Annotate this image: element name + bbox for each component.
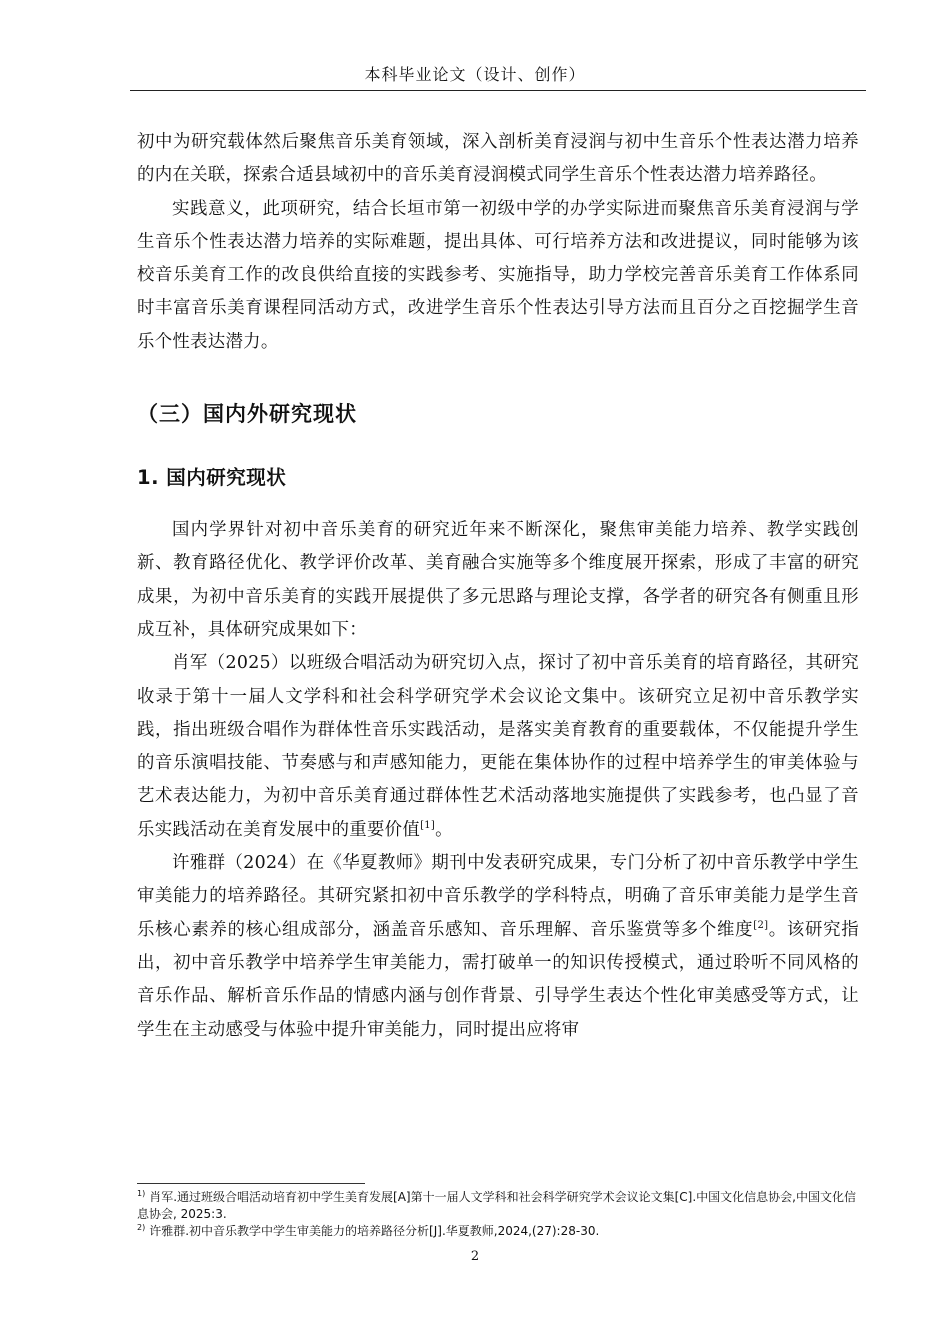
footnote-text: 肖军.通过班级合唱活动培育初中学生美育发展[A]第十一届人文学科和社会科学研究学术会议论文集[C].中国文化信息协会,中国文化信息协会, 2025:3. — [137, 1190, 856, 1221]
page-number: 2 — [470, 1249, 480, 1264]
section-heading: （三）国内外研究现状 — [137, 402, 357, 427]
header-divider — [130, 90, 866, 91]
body-paragraph — [137, 647, 859, 847]
footnote-text: 许雅群.初中音乐教学中学生审美能力的培养路径分析[J].华夏教师,2024,(27):28-30. — [149, 1224, 600, 1238]
footnote-mark: 1) — [137, 1189, 146, 1198]
body-paragraph — [137, 847, 859, 1047]
footnote-mark: 2) — [137, 1223, 146, 1232]
running-header: 本科毕业论文（设计、创作） — [364, 65, 586, 84]
footnote — [137, 1189, 859, 1223]
paragraph-text: 许雅群（2024）在《华夏教师》期刊中发表研究成果，专门分析了初中音乐教学中学生审美能力的培养路径。其研究紧扣初中音乐教学的学科特点，明确了音乐审美能力是学生音乐核心素养的核心组成部分，涵盖音乐感知、音乐理解、音乐鉴赏等多个维度 — [137, 853, 859, 940]
footnotes — [137, 1189, 859, 1240]
citation-ref: [2] — [753, 919, 769, 931]
page-body — [137, 126, 859, 1047]
body-paragraph: 实践意义，此项研究，结合长垣市第一初级中学的办学实际进而聚焦音乐美育浸润与学生音乐个性表达潜力培养的实际难题，提出具体、可行培养方法和改进提议，同时能够为该校音乐美育工作的改良供给直接的实践参考、实施指导，助力学校完善音乐美育工作体系同时丰富音乐美育课程同活动方式，改进学生音乐个性表达引导方法而且百分之百挖掘学生音乐个性表达潜力。 — [137, 198, 859, 352]
footnote-divider — [137, 1183, 365, 1184]
body-paragraph: 国内学界针对初中音乐美育的研究近年来不断深化，聚焦审美能力培养、教学实践创新、教育路径优化、教学评价改革、美育融合实施等多个维度展开探索，形成了丰富的研究成果，为初中音乐美育的实践开展提供了多元思路与理论支撑，各学者的研究各有侧重且形成互补，具体研究成果如下： — [137, 520, 859, 640]
footnote — [137, 1223, 859, 1240]
paragraph-text: 。 — [435, 819, 453, 840]
paragraph-text: 。该研究指出，初中音乐教学中培养学生审美能力，需打破单一的知识传授模式，通过聆听不同风格的音乐作品、解析音乐作品的情感内涵与创作背景、引导学生表达个性化审美感受等方式，让学生在主动感受与体验中提升审美能力，同时提出应将审 — [137, 919, 859, 1040]
paragraph-text: 肖军（2025）以班级合唱活动为研究切入点，探讨了初中音乐美育的培育路径，其研究收录于第十一届人文学科和社会科学研究学术会议论文集中。该研究立足初中音乐教学实践，指出班级合唱作为群体性音乐实践活动，是落实美育教育的重要载体，不仅能提升学生的音乐演唱技能、节奏感与和声感知能力，更能在集体协作的过程中培养学生的审美体验与艺术表达能力，为初中音乐美育通过群体性艺术活动落地实施提供了实践参考，也凸显了音乐实践活动在美育发展中的重要价值 — [137, 653, 859, 840]
citation-ref: [1] — [420, 819, 436, 831]
body-paragraph: 初中为研究载体然后聚焦音乐美育领域，深入剖析美育浸润与初中生音乐个性表达潜力培养的内在关联，探索合适县域初中的音乐美育浸润模式同学生音乐个性表达潜力培养路径。 — [137, 132, 859, 186]
subsection-heading: 1. 国内研究现状 — [137, 466, 287, 490]
